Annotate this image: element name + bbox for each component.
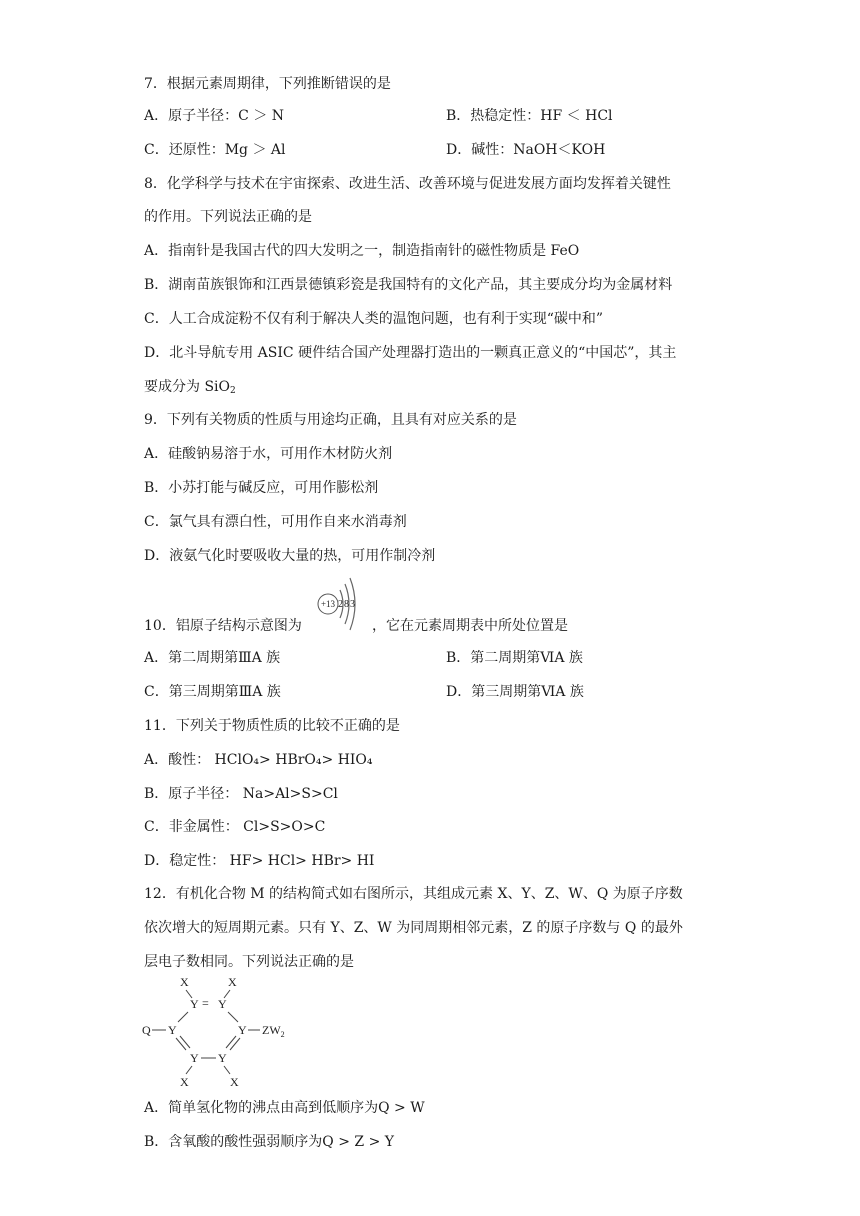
bond bbox=[178, 1012, 188, 1022]
atom-x-top-right: X bbox=[228, 975, 237, 989]
question-11-option-a: A．酸性： HClO₄> HBrO₄> HIO₄ bbox=[144, 752, 373, 768]
group-zw2 bbox=[262, 1023, 285, 1039]
question-10-option-d: D．第三周期第ⅥA 族 bbox=[446, 684, 584, 700]
atom-x-bottom-right: X bbox=[230, 1075, 239, 1089]
atom-x-bottom-left: X bbox=[180, 1075, 189, 1089]
question-12-stem-line-2: 依次增大的短周期元素。只有 Y、Z、W 为同周期相邻元素，Z 的原子序数与 Q 的最外 bbox=[144, 920, 683, 936]
question-8-option-b: B．湖南苗族银饰和江西景德镇彩瓷是我国特有的文化产品，其主要成分均为金属材料 bbox=[144, 277, 673, 293]
question-7-option-a: A．原子半径：C ＞ N bbox=[144, 108, 284, 124]
question-7-option-c: C．还原性：Mg ＞ Al bbox=[144, 142, 286, 158]
bond bbox=[180, 1036, 190, 1048]
question-11-option-c: C．非金属性： Cl>S>O>C bbox=[144, 819, 326, 835]
atom-y-right: Y bbox=[238, 1023, 247, 1037]
question-11-stem: 11．下列关于物质性质的比较不正确的是 bbox=[144, 718, 400, 734]
question-10-option-a: A．第二周期第ⅢA 族 bbox=[144, 650, 281, 666]
atom-x-top-left: X bbox=[180, 975, 189, 989]
compound-m-structure bbox=[140, 974, 300, 1090]
bond bbox=[224, 1066, 230, 1074]
question-12-option-b: B．含氧酸的酸性强弱顺序为Q > Z > Y bbox=[144, 1134, 394, 1150]
nucleus-charge: +13 bbox=[320, 599, 336, 609]
atom-y-bottom-left: Y bbox=[190, 1051, 199, 1065]
question-9-option-d: D．液氨气化时要吸收大量的热，可用作制冷剂 bbox=[144, 548, 436, 564]
question-9-option-c: C．氯气具有漂白性，可用作自来水消毒剂 bbox=[144, 514, 407, 530]
question-10-option-b: B．第二周期第ⅥA 族 bbox=[446, 650, 583, 666]
atom-y-top-left: Y bbox=[190, 997, 199, 1011]
question-9-option-a: A．硅酸钠易溶于水，可用作木材防火剂 bbox=[144, 446, 393, 462]
question-11-option-d: D．稳定性： HF> HCl> HBr> HI bbox=[144, 853, 375, 869]
question-9-option-b: B．小苏打能与碱反应，可用作膨松剂 bbox=[144, 480, 379, 496]
question-8-option-d-subscript: 2 bbox=[230, 386, 236, 396]
question-10-stem-suffix: ，它在元素周期表中所处位置是 bbox=[372, 618, 568, 634]
question-12-stem-line-3: 层电子数相同。下列说法正确的是 bbox=[144, 954, 354, 970]
bond bbox=[186, 1066, 192, 1074]
shell-electron-counts: 283 bbox=[338, 599, 356, 610]
double-bond-top: = bbox=[202, 996, 209, 1010]
atom-q: Q bbox=[142, 1023, 151, 1037]
question-10-option-c: C．第三周期第ⅢA 族 bbox=[144, 684, 281, 700]
question-11-option-b: B．原子半径： Na>Al>S>Cl bbox=[144, 786, 338, 802]
bond bbox=[230, 1038, 240, 1050]
bond bbox=[176, 1038, 186, 1050]
group-zw2-subscript: 2 bbox=[280, 1030, 285, 1039]
bond bbox=[226, 1036, 236, 1048]
atom-y-bottom-right: Y bbox=[218, 1051, 227, 1065]
question-8-stem-line-1: 8．化学科学与技术在宇宙探索、改进生活、改善环境与促进发展方面均发挥着关键性 bbox=[144, 176, 671, 192]
question-12-stem-line-1: 12．有机化合物 M 的结构简式如右图所示，其组成元素 X、Y、Z、W、Q 为原子序数 bbox=[144, 886, 683, 902]
question-7-stem: 7．根据元素周期律，下列推断错误的是 bbox=[144, 76, 391, 92]
question-10-stem-prefix: 10．铝原子结构示意图为 bbox=[144, 618, 302, 634]
question-8-option-c: C．人工合成淀粉不仅有利于解决人类的温饱问题，也有利于实现“碳中和” bbox=[144, 311, 604, 327]
aluminum-atom-diagram bbox=[316, 576, 370, 632]
question-12-option-a: A．简单氢化物的沸点由高到低顺序为Q > W bbox=[144, 1100, 425, 1116]
question-9-stem: 9．下列有关物质的性质与用途均正确，且具有对应关系的是 bbox=[144, 412, 517, 428]
atom-y-left: Y bbox=[168, 1023, 177, 1037]
question-7-option-d: D．碱性：NaOH＜KOH bbox=[446, 142, 606, 158]
question-7-option-b: B．热稳定性：HF ＜ HCl bbox=[446, 108, 613, 124]
group-zw2-text: ZW bbox=[262, 1023, 281, 1037]
question-8-option-d-line-2 bbox=[144, 377, 236, 401]
question-8-option-d-line-1: D．北斗导航专用 ASIC 硬件结合国产处理器打造出的一颗真正意义的“中国芯”，其主 bbox=[144, 345, 677, 361]
question-8-stem-line-2: 的作用。下列说法正确的是 bbox=[144, 209, 312, 225]
question-8-option-d-text: 要成分为 SiO bbox=[144, 379, 230, 395]
bond bbox=[228, 1012, 238, 1022]
atom-y-top-right: Y bbox=[218, 997, 227, 1011]
question-8-option-a: A．指南针是我国古代的四大发明之一，制造指南针的磁性物质是 FeO bbox=[144, 243, 580, 259]
